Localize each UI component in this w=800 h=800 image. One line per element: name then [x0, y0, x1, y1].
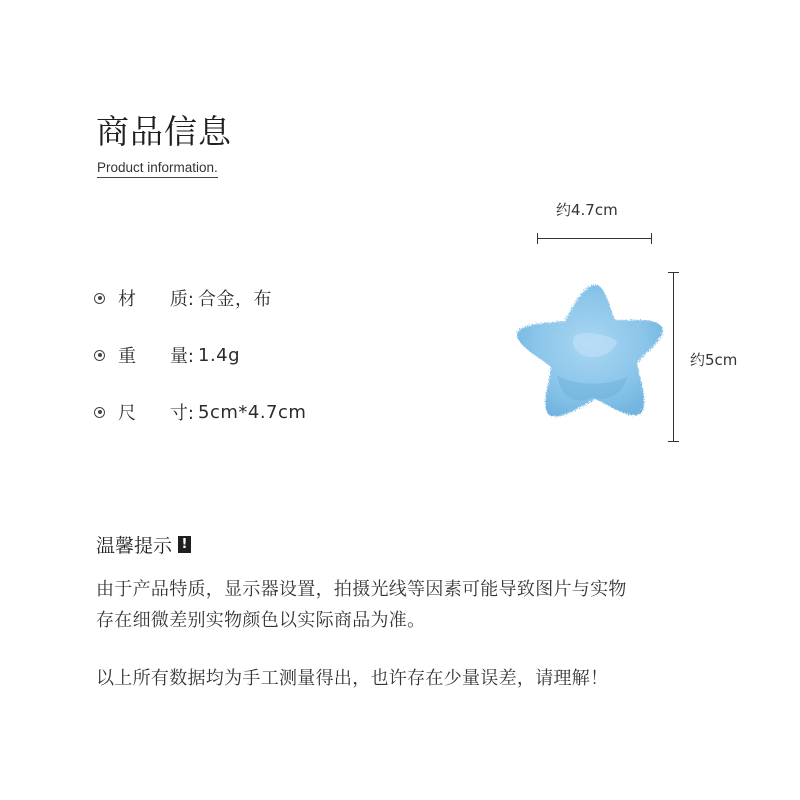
bullet-icon [94, 293, 105, 304]
spec-label-first: 尺 [118, 403, 136, 424]
tip-line-2: 存在细微差别实物颜色以实际商品为准。 [96, 610, 426, 631]
spec-label-first: 材 [118, 289, 136, 310]
warning-icon: ! [178, 536, 191, 553]
spec-row-weight [94, 343, 240, 367]
spec-label [118, 399, 194, 425]
tips-title [96, 531, 191, 558]
spec-label-first: 重 [118, 346, 136, 367]
spec-label-second: 质: [169, 289, 194, 310]
spec-label-second: 寸: [169, 403, 194, 424]
star-hairpin-image [505, 275, 675, 435]
spec-label [118, 342, 194, 368]
spec-row-material [94, 286, 272, 310]
tip-line-3: 以上所有数据均为手工测量得出，也许存在少量误差，请理解！ [96, 668, 609, 689]
bullet-icon [94, 407, 105, 418]
spec-row-size [94, 400, 306, 424]
spec-value: 1.4g [198, 344, 241, 366]
spec-value: 合金，布 [198, 289, 272, 310]
spec-value: 5cm*4.7cm [198, 401, 307, 423]
height-dimension-label: 约5cm [690, 351, 738, 369]
spec-label-second: 量: [169, 346, 194, 367]
page-title: 商品信息 [96, 112, 232, 151]
spec-label [118, 285, 194, 311]
tip-line-1: 由于产品特质，显示器设置，拍摄光线等因素可能导致图片与实物 [96, 579, 627, 600]
width-dimension-line [537, 238, 652, 239]
width-dimension-label: 约4.7cm [556, 201, 618, 219]
bullet-icon [94, 350, 105, 361]
tips-title-text: 温馨提示 [96, 535, 173, 557]
page-subtitle: Product information. [97, 160, 218, 178]
